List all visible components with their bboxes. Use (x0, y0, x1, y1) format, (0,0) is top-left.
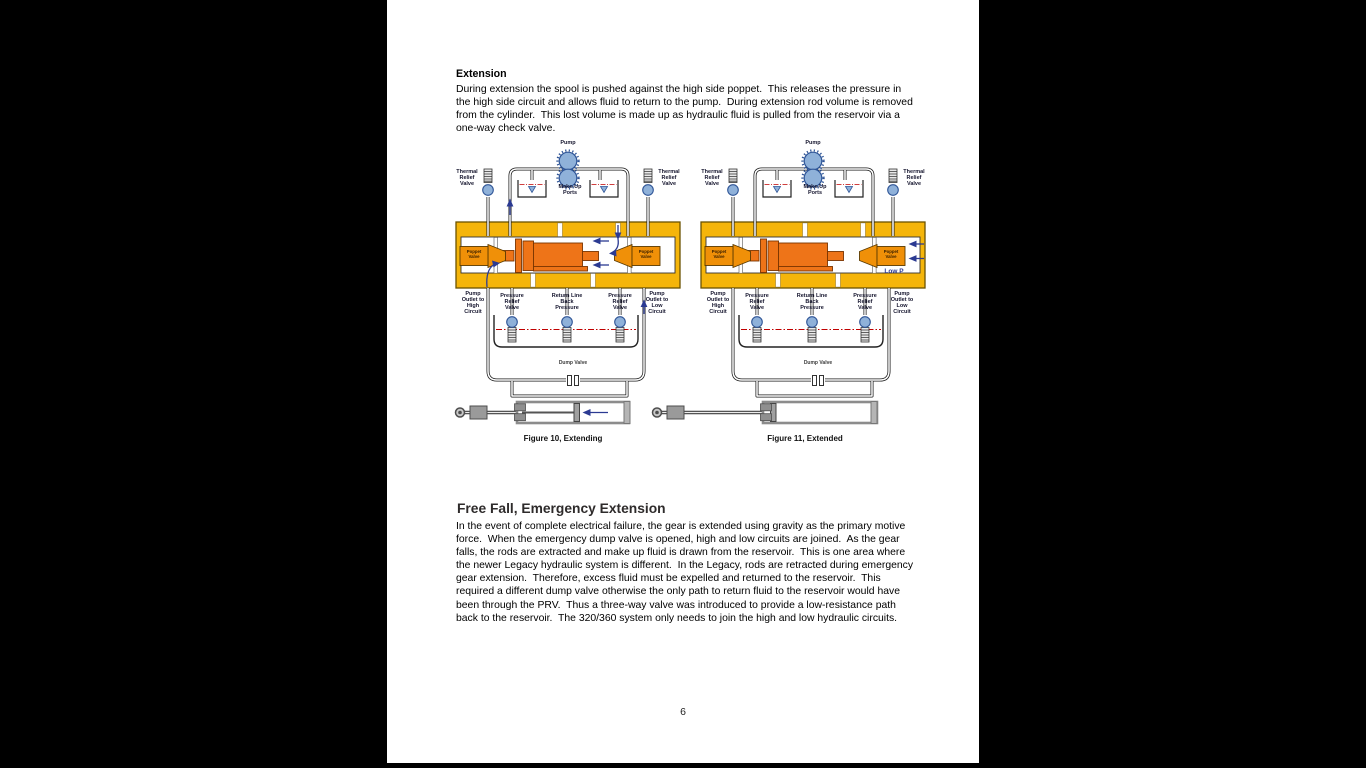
label-return-line-back-pressure: Return Line Back Pressure (796, 293, 828, 312)
label-poppet-valve: Poppet Valve (883, 249, 899, 259)
label-poppet-valve: Poppet Valve (638, 249, 654, 259)
figure-10-caption: Figure 10, Extending (523, 434, 603, 443)
label-poppet-valve: Poppet Valve (711, 249, 727, 259)
label-pump: Pump (560, 140, 576, 146)
label-thermal-relief-valve: Thermal Relief Valve (456, 169, 478, 188)
label-pressure-relief-valve: Pressure Relief Valve (853, 293, 877, 312)
label-pump-outlet-high: Pump Outlet to High Circuit (461, 291, 485, 316)
label-pressure-relief-valve: Pressure Relief Valve (500, 293, 524, 312)
document-page (387, 0, 979, 763)
page-number: 6 (680, 706, 686, 718)
label-dump-valve: Dump Valve (558, 360, 588, 366)
section-heading-extension: Extension (456, 68, 507, 80)
label-makeup-ports: Make-Up Ports (803, 184, 827, 197)
label-low-p: Low P (884, 268, 904, 275)
label-pump-outlet-low: Pump Outlet to Low Circuit (890, 291, 914, 316)
label-poppet-valve: Poppet Valve (466, 249, 482, 259)
figure-11-diagram (653, 150, 926, 423)
label-pump: Pump (805, 140, 821, 146)
label-thermal-relief-valve: Thermal Relief Valve (701, 169, 723, 188)
extension-paragraph: During extension the spool is pushed against the high side poppet. This releases the pressure in the high side circuit and allows fluid to return to the pump. During extension rod volume is removed from the cylinder. This lost volume is made up as hydraulic fluid is pulled from the reservoir via a one-way check valve. (456, 84, 916, 135)
label-makeup-ports: Make-Up Ports (558, 184, 582, 197)
hydraulic-figures (448, 140, 938, 452)
label-thermal-relief-valve: Thermal Relief Valve (658, 169, 680, 188)
actuator-extending (456, 402, 631, 424)
actuator-extended (653, 402, 878, 424)
label-pressure-relief-valve: Pressure Relief Valve (608, 293, 632, 312)
label-pump-outlet-low: Pump Outlet to Low Circuit (645, 291, 669, 316)
figure-11-caption: Figure 11, Extended (767, 434, 843, 443)
free-fall-paragraph: In the event of complete electrical failure, the gear is extended using gravity as the primary motive force. When the emergency dump valve is opened, high and low circuits are joined. As the gear falls, the rods are extracted and make up fluid is drawn from the reservoir. This is one area where the newer Legacy hydraulic system is different. In the Legacy, rods are retracted during emergency gear extension. Therefore, excess fluid must be expelled and returned to the reservoir. This required a different dump valve otherwise the only path to return fluid to the reservoir would have been through the PRV. Thus a three-way valve was introduced to provide a low-resistance path back to the reservoir. The 320/360 system only needs to join the high and low hydraulic circuits. (456, 521, 916, 624)
label-dump-valve: Dump Valve (803, 360, 833, 366)
section-heading-free-fall: Free Fall, Emergency Extension (457, 501, 666, 516)
label-thermal-relief-valve: Thermal Relief Valve (903, 169, 925, 188)
label-return-line-back-pressure: Return Line Back Pressure (551, 293, 583, 312)
label-pump-outlet-high: Pump Outlet to High Circuit (706, 291, 730, 316)
label-pressure-relief-valve: Pressure Relief Valve (745, 293, 769, 312)
